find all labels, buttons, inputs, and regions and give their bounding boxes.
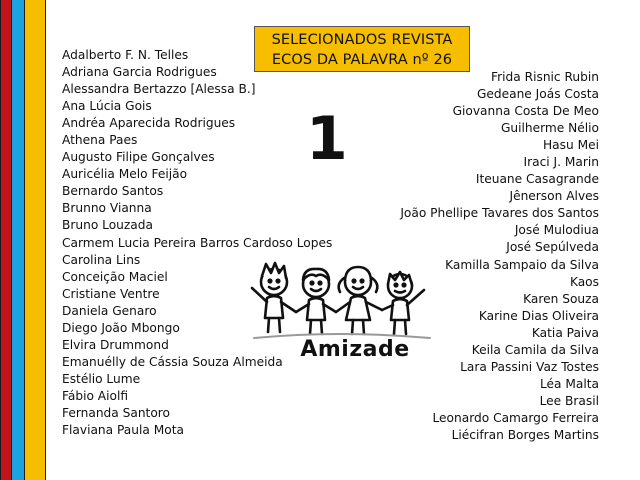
names-left-column [62,47,332,439]
name-list-item: Adriana Garcia Rodrigues [62,65,217,80]
children-holding-hands-illustration [240,258,440,348]
name-list-item: João Phellipe Tavares dos Santos [400,206,599,221]
name-list-item: Bernardo Santos [62,184,164,199]
name-list-item: Estélio Lume [62,371,141,386]
title-line-1: SELECIONADOS REVISTA [271,32,453,48]
names-right-column [400,69,599,444]
name-list-item: Augusto Filipe Gonçalves [62,150,215,165]
name-list-item: Kaos [569,274,599,289]
name-list-item: Emanuélly de Cássia Souza Almeida [62,354,283,369]
name-list-item: Liécifran Borges Martins [451,427,599,442]
name-list-item: Alessandra Bertazzo [Alessa B.] [62,82,256,97]
name-list-item: Hasu Mei [543,138,599,153]
name-list-item: Daniela Genaro [62,303,157,318]
name-list-item: Kamilla Sampaio da Silva [445,257,599,272]
title-line-2: ECOS DA PALAVRA nº 26 [271,52,453,68]
name-list-item: Guilherme Nélio [500,121,599,136]
name-list-item: Fernanda Santoro [62,405,170,420]
name-list-item: Flaviana Paula Mota [62,423,184,438]
name-list-item: Auricélia Melo Feijão [62,167,188,182]
name-list-item: José Mulodiua [514,223,599,238]
name-list-item: Bruno Louzada [62,218,153,233]
name-list-item: José Sepúlveda [506,240,599,255]
name-list-item: Jênerson Alves [509,189,599,204]
name-list-item: Conceição Maciel [62,269,168,284]
name-list-item: Léa Malta [539,376,599,391]
name-list-item: Brunno Vianna [62,201,152,216]
name-list-item: Gedeane Joás Costa [476,87,599,102]
yellow-stripe [24,0,46,480]
name-list-item: Andréa Aparecida Rodrigues [62,116,236,131]
name-list-item: Iteuane Casagrande [475,172,599,187]
name-list-item: Giovanna Costa De Meo [452,104,599,119]
name-list-item: Carmem Lucia Pereira Barros Cardoso Lopes [62,235,333,250]
name-list-item: Keila Camila da Silva [471,342,599,357]
name-list-item: Carolina Lins [62,252,141,267]
issue-number: 1 [306,104,348,174]
name-list-item: Lee Brasil [539,393,599,408]
name-list-item: Athena Paes [62,133,138,148]
amizade-logo-text: Amizade [300,337,410,362]
name-list-item: Ana Lúcia Gois [62,99,152,114]
name-list-item: Leonardo Camargo Ferreira [432,410,599,425]
name-list-item: Karine Dias Oliveira [478,308,599,323]
name-list-item: Diego João Mbongo [62,320,180,335]
name-list-item: Frida Risnic Rubin [491,70,599,84]
name-list-item: Katia Paiva [531,325,599,340]
name-list-item: Cristiane Ventre [62,286,160,301]
name-list-item: Karen Souza [523,291,599,306]
name-list-item: Adalberto F. N. Telles [62,48,189,62]
name-list-item: Fábio Aiolfi [62,388,129,403]
name-list-item: Iraci J. Marin [523,155,599,170]
name-list-item: Elvira Drummond [62,337,169,352]
name-list-item: Lara Passini Vaz Tostes [460,359,599,374]
